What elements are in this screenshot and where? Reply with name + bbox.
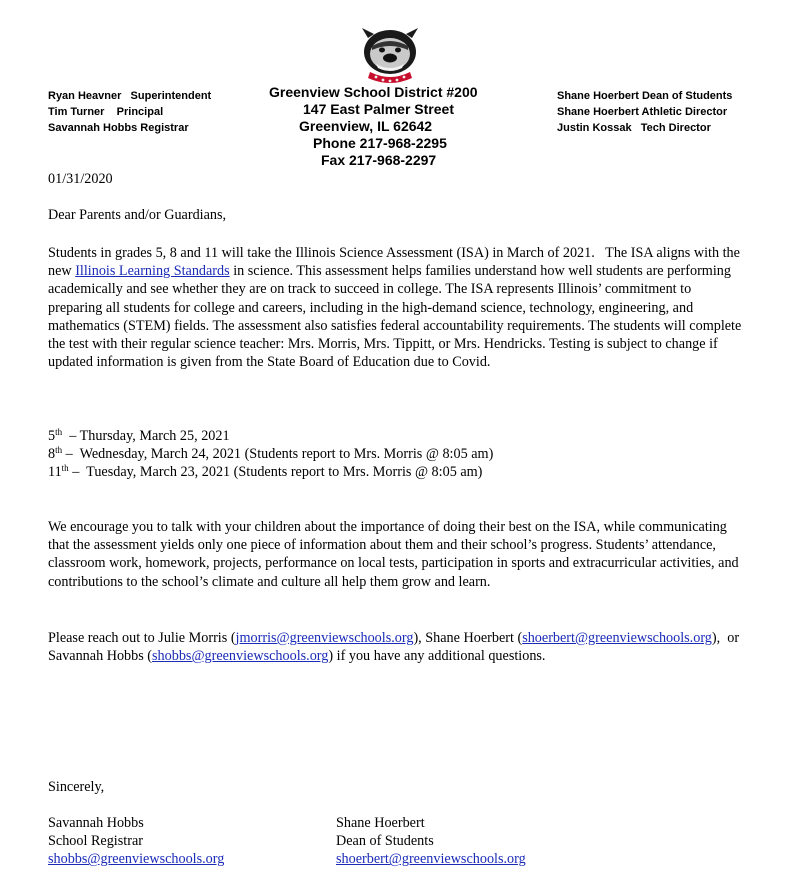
bulldog-logo-icon (358, 26, 422, 86)
schedule-suffix: th (55, 445, 63, 456)
letter-date: 01/31/2020 (48, 171, 113, 187)
contact-paragraph (48, 629, 748, 665)
district-phone: Phone 217-968-2295 (313, 135, 447, 151)
para3-text: ), Shane Hoerbert ( (413, 630, 523, 646)
staff-line: Ryan Heavner Superintendent (48, 90, 212, 102)
para1-text-a: Students in grades 5, 8 and 11 will take the Illinois Science Assessment (ISA) in March of 2021. The ISA aligns with the new (48, 245, 744, 280)
signature-block-registrar (48, 814, 224, 869)
para1-text-b: in science. This assessment helps families understand how well students are performing academically and see whether they are on track to succeed in college. The ISA represents Illinois’ commitment to preparing all students for college and careers, including in the high-demand science, technology, engineering, and mathematics (STEM) fields. The assessment also satisfies federal accountability requirements. The students will complete the test with their regular science teacher: Mrs. Morris, Mrs. Tippitt, or Mrs. Hendricks. Testing is subject to change if updated information is given from the State Board of Education due to Covid. (48, 263, 742, 371)
staff-line: Tim Turner Principal (48, 106, 164, 118)
district-street: 147 East Palmer Street (303, 101, 454, 117)
left-staff-list (48, 88, 211, 136)
schedule-item (48, 463, 748, 481)
test-schedule (48, 427, 748, 482)
right-staff-list (557, 88, 732, 136)
schedule-suffix: th (61, 463, 69, 474)
signer-email-link[interactable]: shobbs@greenviewschools.org (48, 851, 225, 868)
schedule-grade: 11 (48, 464, 62, 481)
district-header (255, 84, 510, 169)
signer-name: Shane Hoerbert (336, 815, 425, 831)
signer-email-link[interactable]: shoerbert@greenviewschools.org (336, 851, 526, 868)
illinois-standards-link[interactable]: Illinois Learning Standards (75, 263, 230, 280)
encouragement-paragraph: We encourage you to talk with your children about the importance of doing their best on the ISA, while communicating that the assessment yields only one piece of information about them and their school’s progress. Students’ attendance, classroom work, homework, projects, performance on local tests, participation in sports and extracurricular activities, and contributions to the school’s climate and culture all help them grow and learn. (48, 519, 739, 590)
district-name: Greenview School District #200 (269, 84, 478, 100)
staff-line: Savannah Hobbs Registrar (48, 122, 189, 134)
para3-text: Please reach out to Julie Morris ( (48, 630, 236, 646)
signer-title: School Registrar (48, 833, 143, 850)
staff-line: Shane Hoerbert Dean of Students (557, 90, 733, 102)
intro-paragraph (48, 244, 748, 371)
schedule-text: – Thursday, March 25, 2021 (62, 428, 230, 444)
signer-name: Savannah Hobbs (48, 815, 144, 831)
email-link-jmorris[interactable]: jmorris@greenviewschools.org (235, 630, 414, 646)
district-fax: Fax 217-968-2297 (321, 152, 437, 168)
schedule-text: – Tuesday, March 23, 2021 (Students report to Mrs. Morris @ 8:05 am) (68, 464, 483, 481)
para3-text: ), or Savannah Hobbs ( (48, 630, 743, 665)
para3-text: ) if you have any additional questions. (328, 648, 546, 665)
schedule-item (48, 445, 748, 463)
staff-line: Justin Kossak Tech Director (557, 122, 711, 134)
schedule-text: – Wednesday, March 24, 2021 (Students report to Mrs. Morris @ 8:05 am) (62, 446, 494, 463)
schedule-grade: 5 (48, 428, 56, 444)
signature-block-dean (336, 814, 526, 869)
signer-title: Dean of Students (336, 833, 434, 850)
greeting: Dear Parents and/or Guardians, (48, 207, 227, 223)
schedule-suffix: th (55, 427, 63, 437)
closing: Sincerely, (48, 779, 105, 795)
email-link-shobbs[interactable]: shobbs@greenviewschools.org (152, 648, 329, 665)
district-city: Greenview, IL 62642 (299, 118, 433, 134)
schedule-grade: 8 (48, 446, 56, 463)
schedule-item (48, 427, 748, 445)
email-link-shoerbert[interactable]: shoerbert@greenviewschools.org (522, 630, 712, 646)
staff-line: Shane Hoerbert Athletic Director (557, 106, 728, 118)
